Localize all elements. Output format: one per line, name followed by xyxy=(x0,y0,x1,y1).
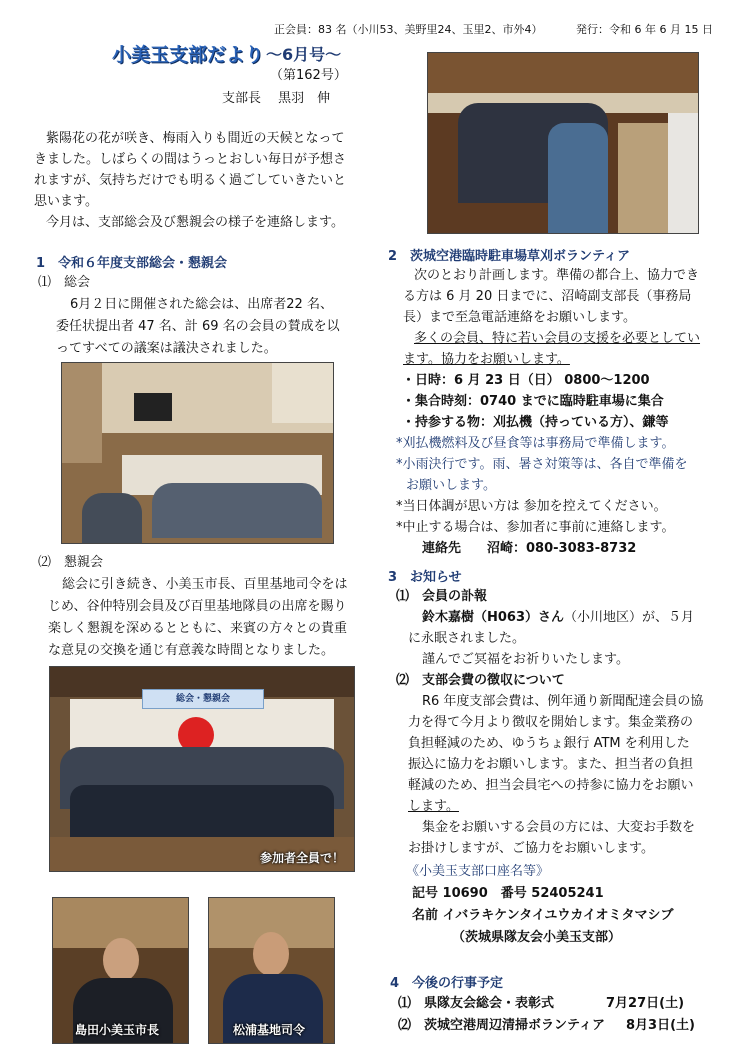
fee-line: 集金をお願いする会員の方には、大変お手数を xyxy=(422,820,696,835)
section2-note: *当日体調が思い方は 参加を控えてください。 xyxy=(396,499,667,514)
account-number: 記号 10690 番号 52405241 xyxy=(412,886,604,901)
section2-contact: 連絡先 沼崎：080-3083-8732 xyxy=(422,541,637,556)
fee-line: 振込に協力をお願いします。また、担当者の負担 xyxy=(408,757,693,772)
section2-note: お願いします。 xyxy=(406,478,496,493)
event-name: ⑵ 茨城空港周辺清掃ボランティア xyxy=(398,1018,605,1033)
newsletter-month: ～6月号～ xyxy=(266,45,342,64)
section2-item: ・集合時刻：0740 までに臨時駐車場に集合 xyxy=(402,394,664,409)
section1-sub2: ⑵ 懇親会 xyxy=(38,555,104,570)
obituary-line: 謹んでご冥福をお祈りいたします。 xyxy=(422,652,629,667)
section2-note: *刈払機燃料及び昼食等は事務局で準備します。 xyxy=(396,436,675,451)
section2-line: 次のとおり計画します。準備の都合上、協力でき xyxy=(414,268,699,283)
commander-photo xyxy=(208,897,335,1044)
group-photo-caption: 参加者全員で！ xyxy=(260,851,345,865)
section2-note: *小雨決行です。雨、暑さ対策等は、各自で準備を xyxy=(396,457,688,472)
commander-caption: 松浦基地司令 xyxy=(233,1023,306,1037)
intro-line: れますが、気持ちだけでも明るく過ごしていきたいと xyxy=(34,173,347,188)
account-name-kana: （茨城県隊友会小美玉支部） xyxy=(452,930,622,945)
section2-line: 長）まで至急電話連絡をお願いします。 xyxy=(403,310,636,325)
banner: 総会・懇親会 xyxy=(142,689,264,709)
meeting-photo xyxy=(61,362,334,544)
account-title: 《小美玉支部口座名等》 xyxy=(406,864,550,879)
fee-line: お掛けしますが、ご協力をお願いします。 xyxy=(408,841,654,856)
obituary-line: に永眠されました。 xyxy=(408,631,526,646)
fee-line: 力を得て今月より徴収を開始します。集金業務の xyxy=(408,715,693,730)
section1-line: ってすべての議案は議決されました。 xyxy=(56,341,277,356)
issue-date: 発行：令和 6 年 6 月 15 日 xyxy=(576,23,713,36)
section4-heading: 4 今後の行事予定 xyxy=(390,976,504,991)
section1-line: 総会に引き続き、小美玉市長、百里基地司令をは xyxy=(62,577,348,592)
obituary-name: 鈴木嘉樹（H063）さん xyxy=(422,610,565,625)
section2-heading: 2 茨城空港臨時駐車場草刈ボランティア xyxy=(388,249,631,264)
intro-line: きました。しばらくの間はうっとおしい毎日が予想さ xyxy=(34,152,347,167)
section3-sub1: ⑴ 会員の訃報 xyxy=(396,589,488,604)
issue-number: （第162号） xyxy=(270,68,347,83)
section1-sub1: ⑴ 総会 xyxy=(38,275,91,290)
mayor-caption: 島田小美玉市長 xyxy=(75,1023,160,1037)
author: 支部長 黒羽 伸 xyxy=(222,91,331,106)
section1-line: 6月２日に開催された総会は、出席者22 名、 xyxy=(70,297,333,312)
intro-line: 思います。 xyxy=(34,194,98,209)
banquet-photo xyxy=(427,52,699,234)
section2-line: ます。協力をお願いします。 xyxy=(403,352,570,367)
event-date: 7月27日(土) xyxy=(606,996,685,1011)
obituary-line xyxy=(422,607,694,628)
section1-line: 委任状提出者 47 名、計 69 名の会員の賛成を以 xyxy=(56,319,340,334)
section1-line: じめ、谷仲特別会員及び百里基地隊員の出席を賜り xyxy=(48,599,347,614)
event-name: ⑴ 県隊友会総会・表彰式 xyxy=(398,996,555,1011)
section1-heading: 1 令和６年度支部総会・懇親会 xyxy=(36,256,228,271)
fee-line: します。 xyxy=(408,799,459,814)
mayor-photo xyxy=(52,897,189,1044)
newsletter-title: 小美玉支部だより xyxy=(112,44,265,66)
section1-line: な意見の交換を通じ有意義な時間となりました。 xyxy=(48,643,335,658)
fee-line: 負担軽減のため、ゆうちょ銀行 ATM を利用した xyxy=(408,736,690,751)
intro-line: 紫陽花の花が咲き、梅雨入りも間近の天候となって xyxy=(46,131,345,146)
fee-line: R6 年度支部会費は、例年通り新聞配達会員の協 xyxy=(422,694,704,709)
section2-line: る方は 6 月 20 日までに、沼崎副支部長（事務局 xyxy=(403,289,692,304)
section2-note: *中止する場合は、参加者に事前に連絡します。 xyxy=(396,520,675,535)
group-photo xyxy=(49,666,355,872)
section3-heading: 3 お知らせ xyxy=(388,570,462,585)
member-count: 正会員：83 名（小川53、美野里24、玉里2、市外4） xyxy=(274,23,543,36)
section3-sub2: ⑵ 支部会費の徴収について xyxy=(396,673,565,688)
account-name: 名前 イバラキケンタイユウカイオミタマシブ xyxy=(412,908,674,923)
event-date: 8月3日(土) xyxy=(626,1018,695,1033)
section2-item: ・日時：6 月 23 日（日） 0800～1200 xyxy=(402,373,650,388)
section1-line: 楽しく懇親を深めるとともに、来賓の方々との貴重 xyxy=(48,621,348,636)
section2-item: ・持参する物：刈払機（持っている方）、鎌等 xyxy=(402,415,669,430)
section2-line: 多くの会員、特に若い会員の支援を必要としてい xyxy=(414,331,701,346)
obituary-rest: （小川地区）が、５月 xyxy=(564,610,695,625)
intro-line: 今月は、支部総会及び懇親会の様子を連絡します。 xyxy=(46,215,344,230)
fee-line: 軽減のため、担当会員宅への持参に協力をお願い xyxy=(408,778,694,793)
